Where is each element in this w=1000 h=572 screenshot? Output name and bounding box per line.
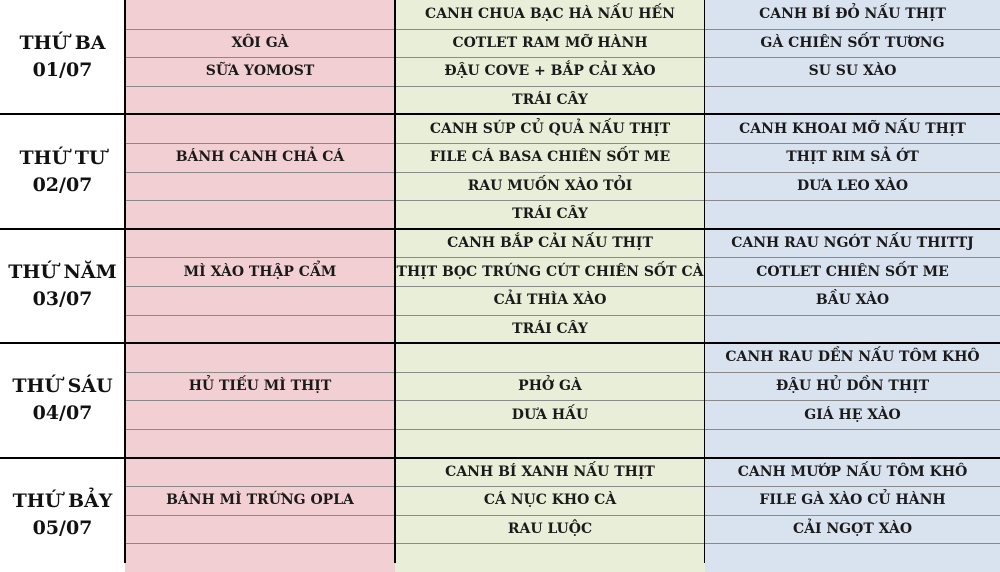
row-divider bbox=[125, 286, 1000, 287]
row-divider bbox=[125, 543, 1000, 544]
day-separator bbox=[0, 457, 1000, 459]
table-row bbox=[0, 143, 1000, 172]
breakfast-cell: XÔI GÀ bbox=[125, 29, 395, 58]
table-row bbox=[0, 57, 1000, 86]
column-divider bbox=[704, 0, 705, 563]
day-date: 01/07 bbox=[32, 59, 93, 82]
breakfast-cell bbox=[125, 343, 395, 372]
column-divider bbox=[124, 0, 126, 563]
dinner-cell: CANH MƯỚP NẤU TÔM KHÔ bbox=[705, 458, 1000, 487]
lunch-cell: ĐẬU COVE + BẮP CẢI XÀO bbox=[395, 57, 705, 86]
day-label bbox=[0, 114, 125, 228]
row-divider bbox=[125, 29, 1000, 30]
breakfast-cell bbox=[125, 400, 395, 429]
row-divider bbox=[125, 372, 1000, 373]
table-row bbox=[0, 114, 1000, 143]
day-separator bbox=[0, 342, 1000, 344]
table-row bbox=[0, 29, 1000, 58]
lunch-cell: CẢI THÌA XÀO bbox=[395, 286, 705, 315]
breakfast-cell bbox=[125, 200, 395, 229]
day-label bbox=[0, 458, 125, 572]
breakfast-cell: HỦ TIẾU MÌ THỊT bbox=[125, 372, 395, 401]
dinner-cell: FILE GÀ XÀO CỦ HÀNH bbox=[705, 486, 1000, 515]
breakfast-cell: MÌ XÀO THẬP CẨM bbox=[125, 257, 395, 286]
table-row bbox=[0, 458, 1000, 487]
day-name: THỨ SÁU bbox=[12, 375, 113, 398]
day-name: THỨ NĂM bbox=[8, 260, 117, 283]
lunch-cell: CANH CHUA BẠC HÀ NẤU HẾN bbox=[395, 0, 705, 29]
lunch-cell: DƯA HẤU bbox=[395, 400, 705, 429]
table-row bbox=[0, 0, 1000, 29]
dinner-cell: CẢI NGỌT XÀO bbox=[705, 515, 1000, 544]
dinner-cell: GIÁ HẸ XÀO bbox=[705, 400, 1000, 429]
dinner-cell: CANH KHOAI MỠ NẤU THỊT bbox=[705, 114, 1000, 143]
table-row bbox=[0, 543, 1000, 572]
day-date: 05/07 bbox=[32, 516, 93, 539]
day-name: THỨ BA bbox=[19, 32, 106, 55]
dinner-cell bbox=[705, 543, 1000, 572]
lunch-cell: CANH BÍ XANH NẤU THỊT bbox=[395, 458, 705, 487]
dinner-cell: DƯA LEO XÀO bbox=[705, 172, 1000, 201]
row-divider bbox=[125, 486, 1000, 487]
day-separator bbox=[0, 113, 1000, 115]
row-divider bbox=[125, 57, 1000, 58]
breakfast-cell: SỮA YOMOST bbox=[125, 57, 395, 86]
breakfast-cell bbox=[125, 229, 395, 258]
row-divider bbox=[125, 515, 1000, 516]
breakfast-cell bbox=[125, 0, 395, 29]
breakfast-cell bbox=[125, 114, 395, 143]
dinner-cell bbox=[705, 429, 1000, 458]
breakfast-cell bbox=[125, 86, 395, 115]
lunch-cell: THỊT BỌC TRỨNG CÚT CHIÊN SỐT CÀ bbox=[395, 257, 705, 286]
breakfast-cell: BÁNH CANH CHẢ CÁ bbox=[125, 143, 395, 172]
breakfast-cell bbox=[125, 286, 395, 315]
table-row bbox=[0, 86, 1000, 115]
lunch-cell: TRÁI CÂY bbox=[395, 86, 705, 115]
dinner-cell: BẦU XÀO bbox=[705, 286, 1000, 315]
row-divider bbox=[125, 200, 1000, 201]
row-divider bbox=[125, 429, 1000, 430]
lunch-cell bbox=[395, 343, 705, 372]
table-row bbox=[0, 315, 1000, 344]
dinner-cell bbox=[705, 315, 1000, 344]
lunch-cell: RAU MUỐN XÀO TỎI bbox=[395, 172, 705, 201]
dinner-cell bbox=[705, 86, 1000, 115]
table-row bbox=[0, 343, 1000, 372]
day-label bbox=[0, 343, 125, 457]
row-divider bbox=[125, 143, 1000, 144]
day-label bbox=[0, 229, 125, 343]
breakfast-cell bbox=[125, 543, 395, 572]
lunch-cell: RAU LUỘC bbox=[395, 515, 705, 544]
day-name: THỨ BẢY bbox=[12, 489, 113, 512]
table-row bbox=[0, 486, 1000, 515]
table-row bbox=[0, 286, 1000, 315]
dinner-cell bbox=[705, 200, 1000, 229]
dinner-cell: THỊT RIM SẢ ỚT bbox=[705, 143, 1000, 172]
table-row bbox=[0, 200, 1000, 229]
breakfast-cell bbox=[125, 458, 395, 487]
breakfast-cell: BÁNH MÌ TRỨNG OPLA bbox=[125, 486, 395, 515]
row-divider bbox=[125, 172, 1000, 173]
table-row bbox=[0, 429, 1000, 458]
breakfast-cell bbox=[125, 429, 395, 458]
table-row bbox=[0, 257, 1000, 286]
lunch-cell: TRÁI CÂY bbox=[395, 315, 705, 344]
table-row bbox=[0, 229, 1000, 258]
lunch-cell: FILE CÁ BASA CHIÊN SỐT ME bbox=[395, 143, 705, 172]
table-row bbox=[0, 400, 1000, 429]
dinner-cell: CANH RAU DỀN NẤU TÔM KHÔ bbox=[705, 343, 1000, 372]
day-date: 03/07 bbox=[32, 287, 93, 310]
dinner-cell: GÀ CHIÊN SỐT TƯƠNG bbox=[705, 29, 1000, 58]
lunch-cell bbox=[395, 543, 705, 572]
lunch-cell: COTLET RAM MỠ HÀNH bbox=[395, 29, 705, 58]
table-row bbox=[0, 515, 1000, 544]
dinner-cell: SU SU XÀO bbox=[705, 57, 1000, 86]
row-divider bbox=[125, 86, 1000, 87]
dinner-cell: CANH BÍ ĐỎ NẤU THỊT bbox=[705, 0, 1000, 29]
lunch-cell: CANH SÚP CỦ QUẢ NẤU THỊT bbox=[395, 114, 705, 143]
lunch-cell: PHỞ GÀ bbox=[395, 372, 705, 401]
lunch-cell bbox=[395, 429, 705, 458]
dinner-cell: ĐẬU HỦ DỒN THỊT bbox=[705, 372, 1000, 401]
breakfast-cell bbox=[125, 172, 395, 201]
table-row bbox=[0, 372, 1000, 401]
dinner-cell: COTLET CHIÊN SỐT ME bbox=[705, 257, 1000, 286]
lunch-cell: CÁ NỤC KHO CÀ bbox=[395, 486, 705, 515]
breakfast-cell bbox=[125, 315, 395, 344]
lunch-cell: TRÁI CÂY bbox=[395, 200, 705, 229]
row-divider bbox=[125, 257, 1000, 258]
day-name: THỨ TƯ bbox=[19, 146, 106, 169]
row-divider bbox=[125, 315, 1000, 316]
day-label bbox=[0, 0, 125, 114]
dinner-cell: CANH RAU NGÓT NẤU THITTJ bbox=[705, 229, 1000, 258]
breakfast-cell bbox=[125, 515, 395, 544]
row-divider bbox=[125, 400, 1000, 401]
day-date: 04/07 bbox=[32, 402, 93, 425]
table-row bbox=[0, 172, 1000, 201]
day-date: 02/07 bbox=[32, 173, 93, 196]
column-divider bbox=[394, 0, 396, 563]
lunch-cell: CANH BẮP CẢI NẤU THỊT bbox=[395, 229, 705, 258]
day-separator bbox=[0, 228, 1000, 230]
